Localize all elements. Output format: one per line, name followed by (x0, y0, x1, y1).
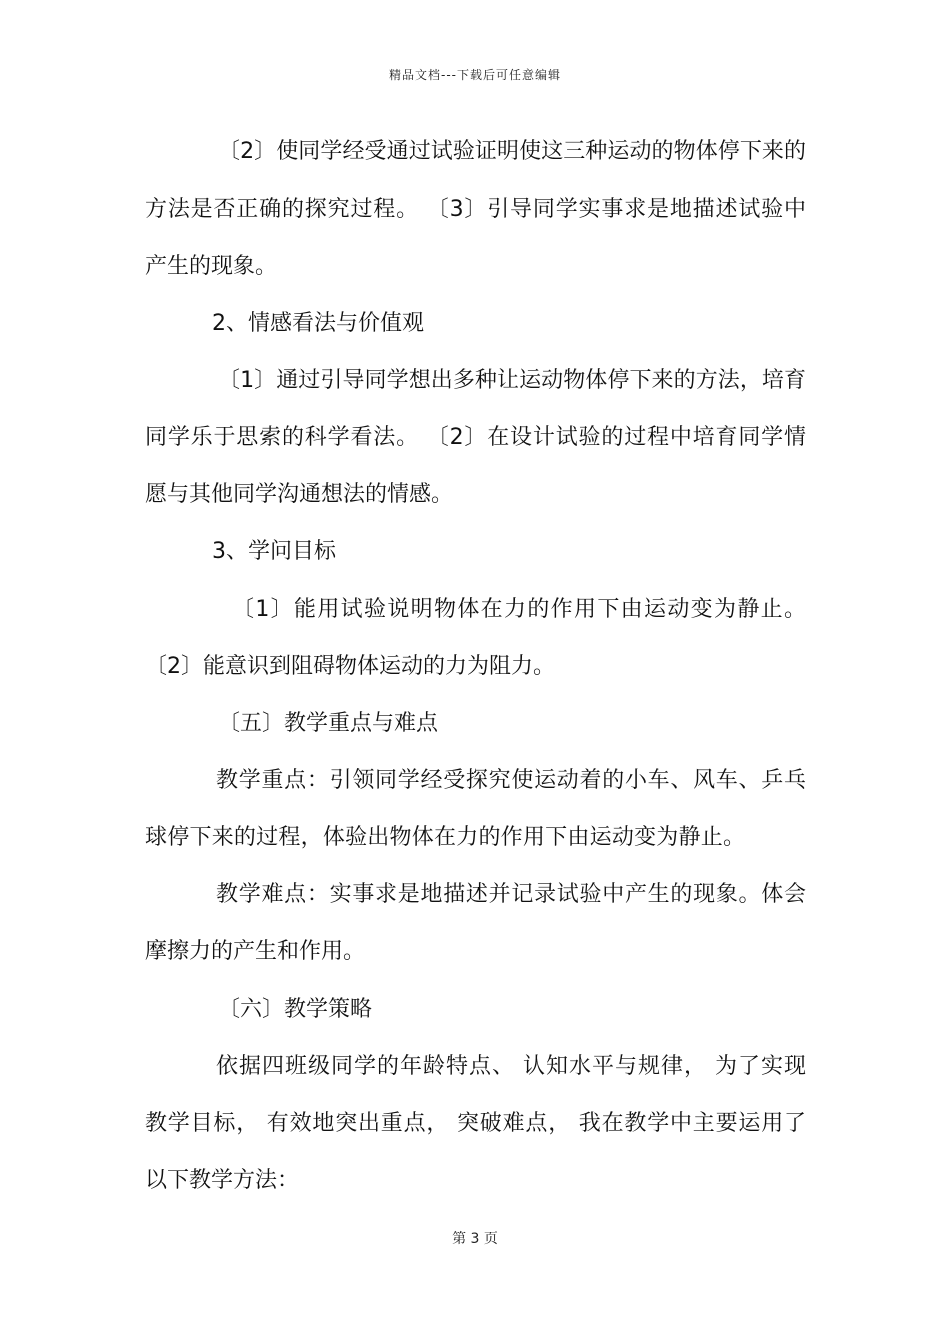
text-line: 〔1〕能用试验说明物体在力的作用下由运动变为静止。 (232, 597, 806, 622)
text-line: 球停下来的过程，体验出物体在力的作用下由运动变为静止。 (145, 825, 745, 850)
section-heading: 3、学问目标 (212, 539, 336, 564)
text-line: 以下教学方法： (145, 1168, 300, 1193)
text-line: 依据四班级同学的年龄特点、 认知水平与规律， 为了实现 (216, 1054, 806, 1079)
page-header: 精品文档---下载后可任意编辑 (389, 68, 561, 82)
text-line: 〔2〕能意识到阻碍物体运动的力为阻力。 (145, 654, 555, 679)
section-heading: 2、情感看法与价值观 (212, 311, 424, 336)
text-line: 同学乐于思索的科学看法。 〔2〕在设计试验的过程中培育同学情 (145, 425, 806, 450)
text-line: 方法是否正确的探究过程。 〔3〕引导同学实事求是地描述试验中 (145, 197, 806, 222)
text-line: 教学重点：引领同学经受探究使运动着的小车、风车、乒乓 (216, 768, 806, 793)
text-line: 产生的现象。 (145, 254, 278, 279)
page-number: 第 3 页 (452, 1231, 498, 1247)
text-line: 教学目标， 有效地突出重点， 突破难点， 我在教学中主要运用了 (145, 1111, 806, 1136)
text-line: 〔2〕使同学经受通过试验证明使这三种运动的物体停下来的 (218, 139, 806, 164)
text-line: 愿与其他同学沟通想法的情感。 (145, 482, 454, 507)
text-line: 〔1〕通过引导同学想出多种让运动物体停下来的方法，培育 (218, 368, 806, 393)
text-line: 教学难点：实事求是地描述并记录试验中产生的现象。体会 (216, 882, 806, 907)
section-heading: 〔六〕教学策略 (218, 997, 373, 1022)
text-line: 摩擦力的产生和作用。 (145, 939, 366, 964)
section-heading: 〔五〕教学重点与难点 (218, 711, 439, 736)
